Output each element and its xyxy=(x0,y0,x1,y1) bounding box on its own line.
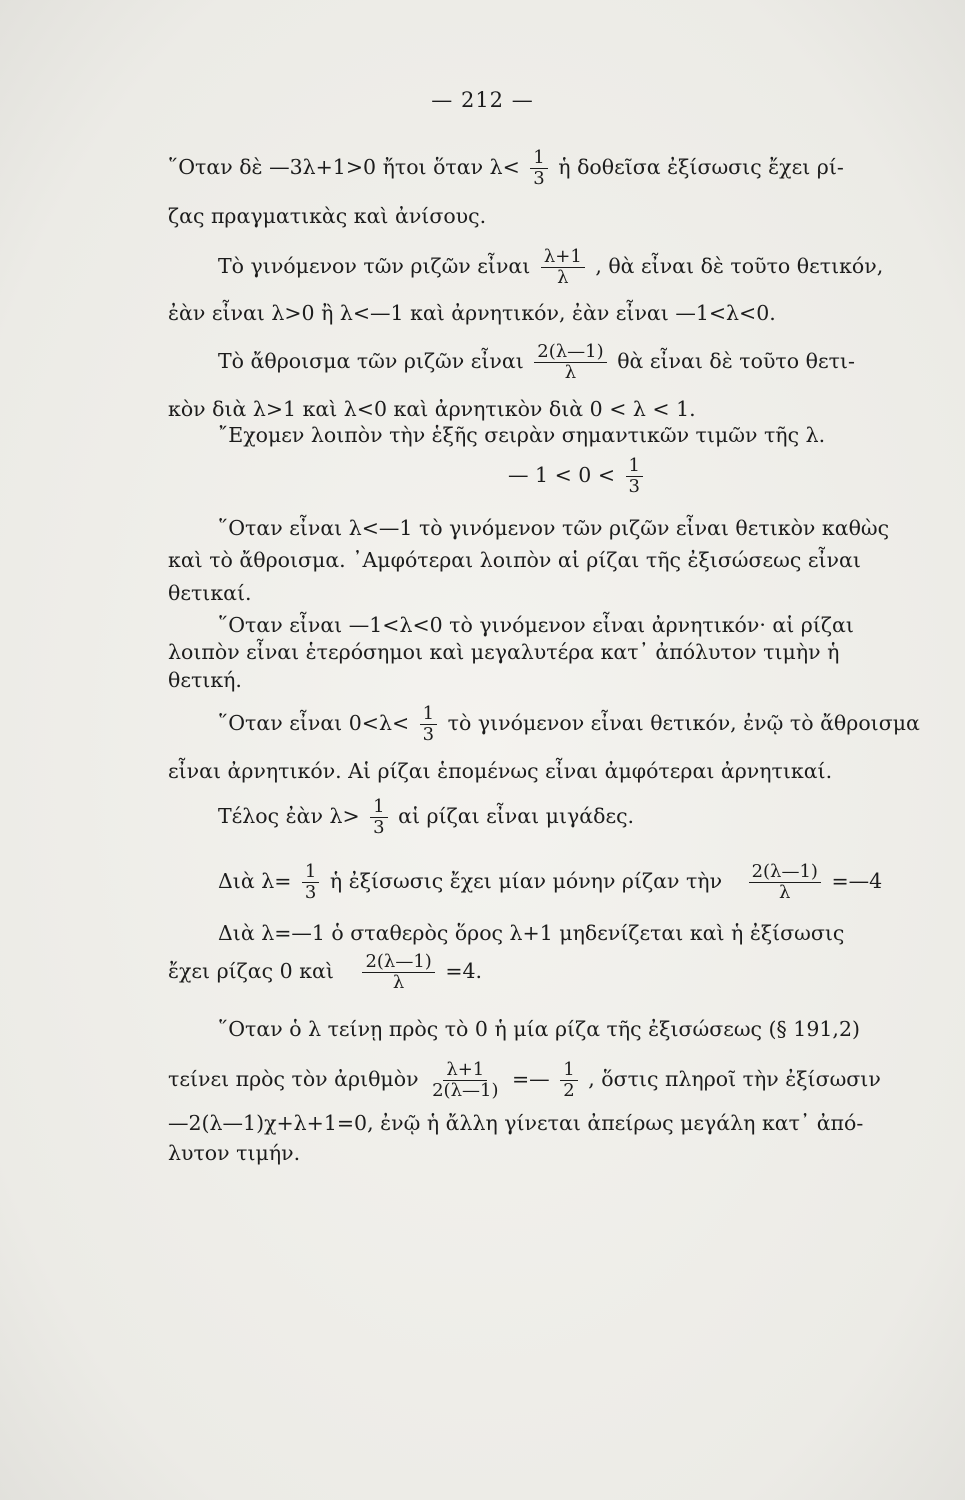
text-line-15 xyxy=(218,704,920,745)
text-line-11: θετικαί. xyxy=(168,581,252,605)
text-line-23: —2(λ—1)χ+λ+1=0, ἐνῷ ἡ ἄλλη γίνεται ἀπείρως μεγάλη κατ᾿ ἀπό- xyxy=(168,1111,864,1135)
text-segment: , θὰ εἶναι δὲ τοῦτο θετικόν, xyxy=(595,254,884,278)
text-line-2: ζας πραγματικὰς καὶ ἀνίσους. xyxy=(168,204,487,228)
fraction-limit xyxy=(429,1060,501,1101)
fraction-denominator: 3 xyxy=(533,168,545,189)
fraction-one-third xyxy=(420,704,437,745)
fraction-one-third xyxy=(626,456,643,497)
text-line-16: εἶναι ἀρνητικόν. Αἱ ρίζαι ἑπομένως εἶναι ἀμφότεραι ἀρνητικαί. xyxy=(168,759,833,783)
text-segment: θὰ εἶναι δὲ τοῦτο θετι- xyxy=(617,349,855,373)
text-segment: Διὰ λ= xyxy=(218,869,292,893)
text-segment: =4. xyxy=(445,959,483,983)
fraction-one-third xyxy=(530,148,547,189)
fraction-one-third xyxy=(370,797,387,838)
text-line-6: κὸν διὰ λ>1 καὶ λ<0 καὶ ἀρνητικὸν διὰ 0 < λ < 1. xyxy=(168,397,696,421)
text-line-9: ῞Οταν εἶναι λ<—1 τὸ γινόμενον τῶν ριζῶν εἶναι θετικὸν καθὼς xyxy=(218,516,890,540)
text-line-22 xyxy=(168,1060,881,1101)
text-segment: Τὸ ἄθροισμα τῶν ριζῶν εἶναι xyxy=(218,349,524,373)
text-line-8 xyxy=(508,456,647,497)
text-segment: =— xyxy=(512,1067,550,1091)
text-segment: αἱ ρίζαι εἶναι μιγάδες. xyxy=(398,804,635,828)
page-number: — 212 — xyxy=(431,88,534,112)
fraction-numerator: 2(λ—1) xyxy=(749,862,821,883)
text-line-20 xyxy=(168,952,482,993)
text-segment: =—4 xyxy=(831,869,883,893)
fraction-denominator: λ xyxy=(392,972,405,993)
text-line-14: θετική. xyxy=(168,668,242,692)
fraction-denominator: 3 xyxy=(304,882,317,903)
text-segment: τὸ γινόμενον εἶναι θετικόν, ἐνῷ τὸ ἄθροισμα xyxy=(447,711,920,735)
fraction-one-half xyxy=(560,1060,577,1101)
text-line-21: ῞Οταν ὁ λ τείνῃ πρὸς τὸ 0 ἡ μία ρίζα τῆς ἐξισώσεως (§ 191,2) xyxy=(218,1017,860,1041)
text-line-13: λοιπὸν εἶναι ἑτερόσημοι καὶ μεγαλυτέρα κατ᾿ ἀπόλυτον τιμὴν ἡ xyxy=(168,640,840,664)
fraction-denominator: λ xyxy=(779,882,791,903)
text-segment: ἡ δοθεῖσα ἐξίσωσις ἔχει ρί- xyxy=(558,155,844,179)
text-segment: Τὸ γινόμενον τῶν ριζῶν εἶναι xyxy=(218,254,531,278)
fraction-denominator: λ xyxy=(564,362,577,383)
fraction-numerator: λ+1 xyxy=(443,1060,487,1081)
fraction-numerator: 2(λ—1) xyxy=(362,952,434,973)
text-line-3 xyxy=(218,247,883,288)
fraction-denominator: 3 xyxy=(373,817,385,838)
fraction-numerator: 2(λ—1) xyxy=(534,342,606,363)
fraction-denominator: 2 xyxy=(563,1080,575,1101)
text-segment: ἔχει ρίζας 0 καὶ xyxy=(168,959,334,983)
fraction-root-four xyxy=(362,952,434,993)
text-line-19: Διὰ λ=—1 ὁ σταθερὸς ὅρος λ+1 μηδενίζεται καὶ ἡ ἐξίσωσις xyxy=(218,921,845,945)
text-line-17 xyxy=(218,797,634,838)
text-segment: — 1 < 0 < xyxy=(508,463,616,487)
text-segment: Τέλος ἐὰν λ> xyxy=(218,804,360,828)
text-line-12: ῞Οταν εἶναι —1<λ<0 τὸ γινόμενον εἶναι ἀρνητικόν· αἱ ρίζαι xyxy=(218,613,854,637)
fraction-numerator: 1 xyxy=(626,456,643,477)
fraction-numerator: 1 xyxy=(370,797,387,818)
fraction-sum xyxy=(534,342,606,383)
fraction-numerator: 1 xyxy=(560,1060,577,1081)
text-line-10: καὶ τὸ ἄθροισμα. ᾿Αμφότεραι λοιπὸν αἱ ρίζαι τῆς ἐξισώσεως εἶναι xyxy=(168,548,861,572)
fraction-one-third xyxy=(302,862,319,903)
fraction-denominator: 2(λ—1) xyxy=(432,1080,499,1101)
text-segment: τείνει πρὸς τὸν ἀριθμὸν xyxy=(168,1067,419,1091)
fraction-product xyxy=(541,247,585,288)
fraction-denominator: λ xyxy=(557,267,569,288)
fraction-single-root xyxy=(749,862,821,903)
fraction-numerator: 1 xyxy=(530,148,547,169)
fraction-denominator: 3 xyxy=(628,476,640,497)
text-segment: , ὅστις πληροῖ τὴν ἐξίσωσιν xyxy=(588,1067,881,1091)
text-line-5 xyxy=(218,342,855,383)
text-segment: ῞Οταν εἶναι 0<λ< xyxy=(218,711,410,735)
text-segment: ῞Οταν δὲ —3λ+1>0 ἤτοι ὅταν λ< xyxy=(168,155,520,179)
text-line-4: ἐὰν εἶναι λ>0 ἢ λ<—1 καὶ ἀρνητικόν, ἐὰν εἶναι —1<λ<0. xyxy=(168,301,776,325)
fraction-numerator: 1 xyxy=(420,704,437,725)
fraction-denominator: 3 xyxy=(422,724,435,745)
fraction-numerator: λ+1 xyxy=(541,247,585,268)
fraction-numerator: 1 xyxy=(302,862,319,883)
text-line-7: ῎Εχομεν λοιπὸν τὴν ἑξῆς σειρὰν σημαντικῶν τιμῶν τῆς λ. xyxy=(218,423,826,447)
text-segment: ἡ ἐξίσωσις ἔχει μίαν μόνην ρίζαν τὴν xyxy=(329,869,723,893)
text-line-24: λυτον τιμήν. xyxy=(168,1141,301,1165)
text-line-1 xyxy=(168,148,844,189)
text-line-18 xyxy=(218,862,882,903)
